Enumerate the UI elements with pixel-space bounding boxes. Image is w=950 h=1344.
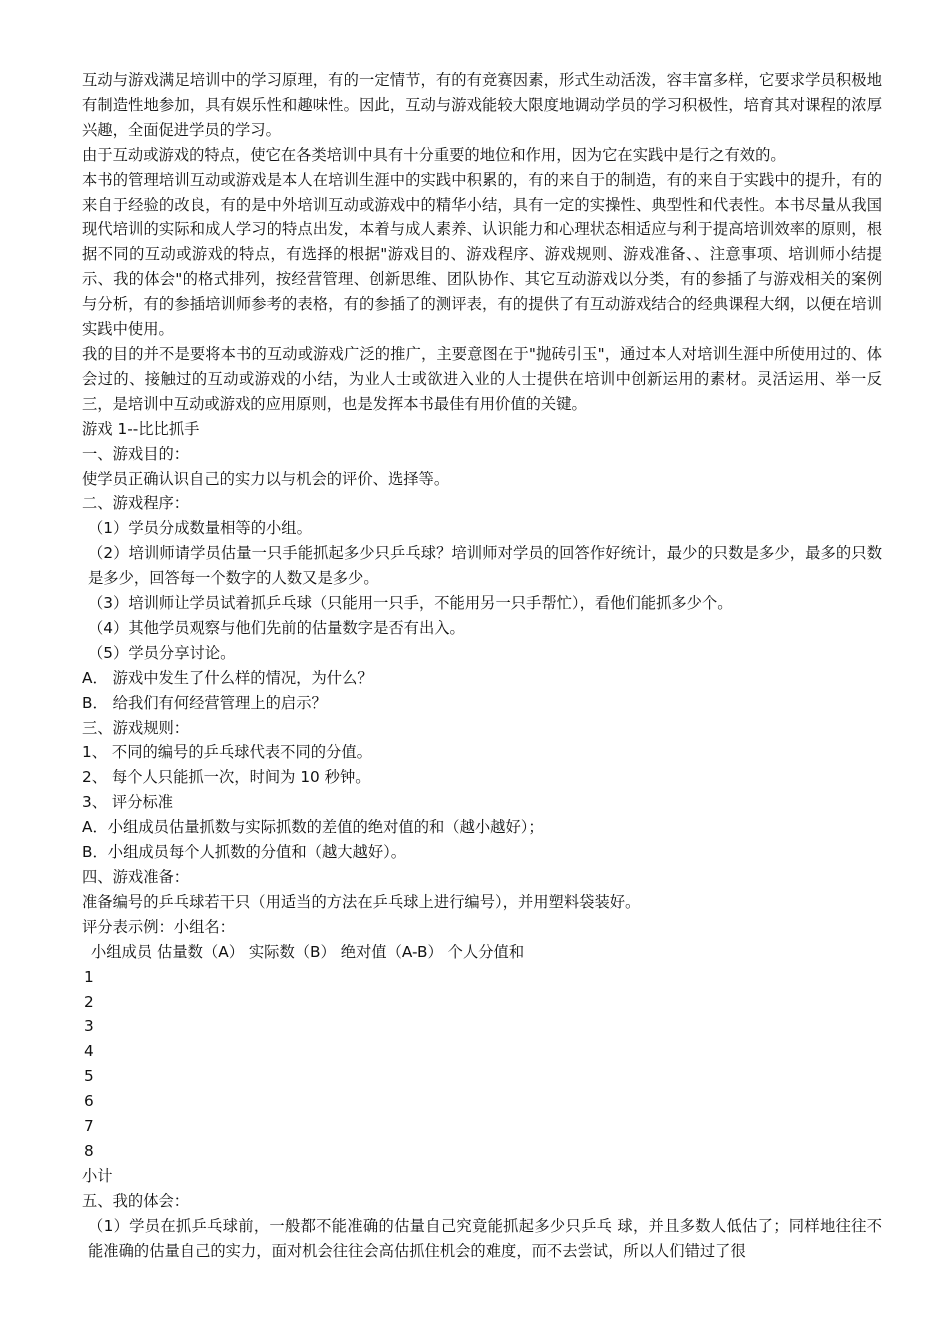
rule-item: 2、 每个人只能抓一次，时间为 10 秒钟。 xyxy=(82,768,371,787)
section4-heading: 四、游戏准备： xyxy=(82,868,190,886)
criteria-item: B．小组成员每个人抓数的分值和（越大越好）。 xyxy=(82,843,407,862)
table-row: 6 xyxy=(84,1092,94,1111)
section2-heading: 二、游戏程序： xyxy=(82,494,190,513)
step-item: （1）学员分成数量相等的小组。 xyxy=(88,519,312,538)
step-item: （5）学员分享讨论。 xyxy=(88,643,236,662)
rule-item: 1、 不同的编号的乒乓球代表不同的分值。 xyxy=(82,743,372,762)
step-item: （4）其他学员观察与他们先前的估量数字是否有出入。 xyxy=(88,618,465,637)
table-row: 1 xyxy=(84,967,94,986)
section1-text: 使学员正确认识自己的实力以与机会的评价、选择等。 xyxy=(82,469,450,488)
rule-item: 3、 评分标准 xyxy=(82,793,174,812)
section1-heading: 一、游戏目的： xyxy=(82,444,190,463)
intro-paragraph-4: 我的目的并不是要将本书的互动或游戏广泛的推广，主要意图在于"抛砖引玉"，通过本人对培训生涯中所使用过的、体会过的、接触过的互动或游戏的小结，为业人士或欲进入业的人士提供在培训中创新运用的素材。灵活运用、举一反三，是培训中互动或游戏的应用原则，也是发挥本书最佳有用价值的关键。 xyxy=(82,344,882,413)
intro-paragraph-3: 本书的管理培训互动或游戏是本人在培训生涯中的实践中积累的，有的来自于的制造，有的来自于实践中的提升，有的来自于经验的改良，有的是中外培训互动或游戏中的精华小结，具有一定的实操性、典型性和代表性。本书尽量从我国现代培训的实际和成人学习的特点出发，本着与成人素养、认识能力和心理状态相适应与利于提高培训效率的原则，根据不同的互动或游戏的特点，有选择的根据"游戏目的、游戏程序、游戏规则、游戏准备、、注意事项、培训师小结提示、我的体会"的格式排列，按经营管理、创新思维、团队协作、其它互动游戏以分类，有的参插了与游戏相关的案例与分析，有的参插培训师参考的表格，有的参插了的测评表，有的提供了有互动游戏结合的经典课程大纲，以便在培训实践中使用。 xyxy=(82,170,882,339)
table-row: 3 xyxy=(84,1017,94,1036)
table-caption: 评分表示例：小组名： xyxy=(82,917,235,936)
intro-paragraph-1: 互动与游戏满足培训中的学习原理，有的一定情节，有的有竞赛因素，形式生动活泼，容丰富多样，它要求学员积极地有制造性地参加，具有娱乐性和趣味性。因此，互动与游戏能较大限度地调动学员的学习积极性，培育其对课程的浓厚兴趣，全面促进学员的学习。 xyxy=(82,71,882,139)
table-row: 5 xyxy=(84,1067,94,1086)
table-row: 2 xyxy=(84,992,94,1011)
section4-text: 准备编号的乒乓球若干只（用适当的方法在乒乓球上进行编号），并用塑料袋装好。 xyxy=(82,892,641,911)
table-row: 4 xyxy=(84,1042,94,1061)
criteria-item: A．小组成员估量抓数与实际抓数的差值的绝对值的和（越小越好）； xyxy=(82,818,544,837)
step-item: （2）培训师请学员估量一只手能抓起多少只乒乓球？培训师对学员的回答作好统计，最少的只数是多少，最多的只数是多少，回答每一个数字的人数又是多少。 xyxy=(88,544,882,588)
table-row: 8 xyxy=(84,1141,94,1160)
discussion-item: B． 给我们有何经营管理上的启示？ xyxy=(82,693,327,712)
table-header: 小组成员 估量数（A） 实际数（B） 绝对值（A-B） 个人分值和 xyxy=(91,942,525,961)
reflection-item: （1）学员在抓乒乓球前，一般都不能准确的估量自己究竟能抓起多少只乒乓 球，并且多数人低估了；同样地往往不能准确的估量自己的实力，面对机会往往会高估抓住机会的难度，而不去尝试，所以人们错过了很 xyxy=(88,1216,882,1260)
intro-paragraph-2: 由于互动或游戏的特点，使它在各类培训中具有十分重要的地位和作用，因为它在实践中是行之有效的。 xyxy=(82,145,786,164)
table-subtotal: 小计 xyxy=(82,1166,113,1185)
game-title: 游戏 1--比比抓手 xyxy=(82,419,200,438)
document-page xyxy=(82,68,882,1264)
step-item: （3）培训师让学员试着抓乒乓球（只能用一只手，不能用另一只手帮忙），看他们能抓多少个。 xyxy=(88,594,733,613)
section3-heading: 三、游戏规则： xyxy=(82,718,190,737)
table-row: 7 xyxy=(84,1117,94,1136)
section5-heading: 五、我的体会： xyxy=(82,1191,190,1210)
discussion-item: A． 游戏中发生了什么样的情况，为什么？ xyxy=(82,668,373,687)
